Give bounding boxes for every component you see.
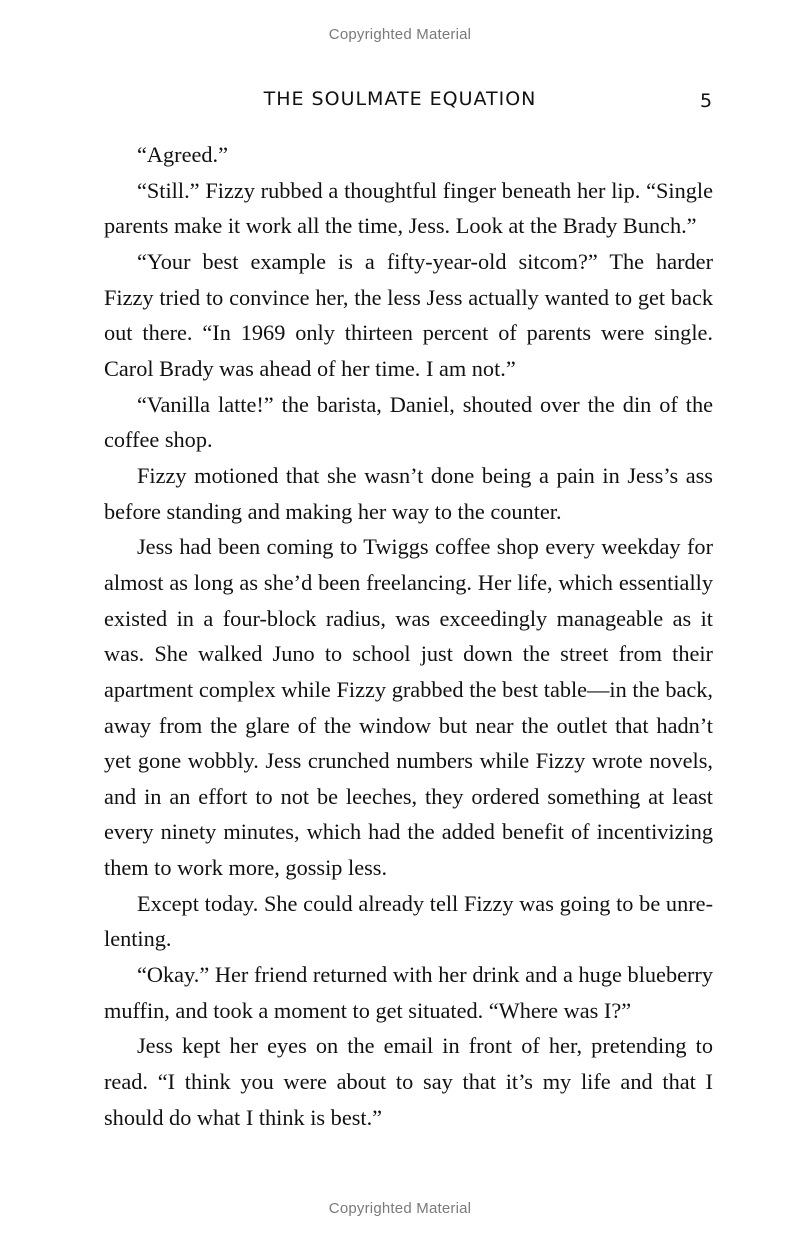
paragraph: “Vanilla latte!” the barista, Daniel, shouted over the din of the coffee shop. — [104, 391, 713, 453]
book-title: THE SOULMATE EQUATION — [263, 88, 537, 110]
paragraph: “Still.” Fizzy rubbed a thoughtful finger beneath her lip. “Single parents make it work all the time, Jess. Look at the Brady Bunch.” — [104, 177, 713, 239]
paragraph: Jess had been coming to Twiggs coffee shop every weekday for almost as long as she’d been freelancing. Her life, which essentially existed in a four-block radius, was exceedingly manageable as it was. She walked Juno to school just down the street from their apartment complex while Fizzy grabbed the best table—in the back, away from the glare of the window but near the outlet that hadn’t yet gone wobbly. Jess crunched numbers while Fizzy wrote novels, and in an effort to not be leeches, they ordered something at least every ninety minutes, which had the added benefit of incentivizing them to work more, gossip less. — [104, 534, 713, 881]
body-text — [104, 137, 713, 1135]
paragraph: “Agreed.” — [137, 142, 228, 167]
paragraph: Except today. She could already tell Fizzy was going to be unrelenting. — [104, 890, 713, 952]
paragraph: “Your best example is a fifty-year-old sitcom?” The harder Fizzy tried to convince her, the less Jess actually wanted to get back out there. “In 1969 only thirteen percent of parents were single. Carol Brady was ahead of her time. I am not.” — [104, 248, 713, 381]
paragraph: “Okay.” Her friend returned with her drink and a huge blueberry muffin, and took a moment to get situated. “Where was I?” — [104, 962, 713, 1023]
running-head — [0, 88, 800, 116]
watermark-bottom: Copyrighted Material — [328, 1200, 472, 1217]
paragraph: Fizzy motioned that she wasn’t done being a pain in Jess’s ass before standing and making her way to the counter. — [104, 462, 713, 524]
watermark-top: Copyrighted Material — [328, 26, 472, 43]
page-number: 5 — [700, 90, 713, 112]
paragraph: Jess kept her eyes on the email in front of her, pretending to read. “I think you were about to say that it’s my life and that I should do what I think is best.” — [104, 1033, 713, 1130]
